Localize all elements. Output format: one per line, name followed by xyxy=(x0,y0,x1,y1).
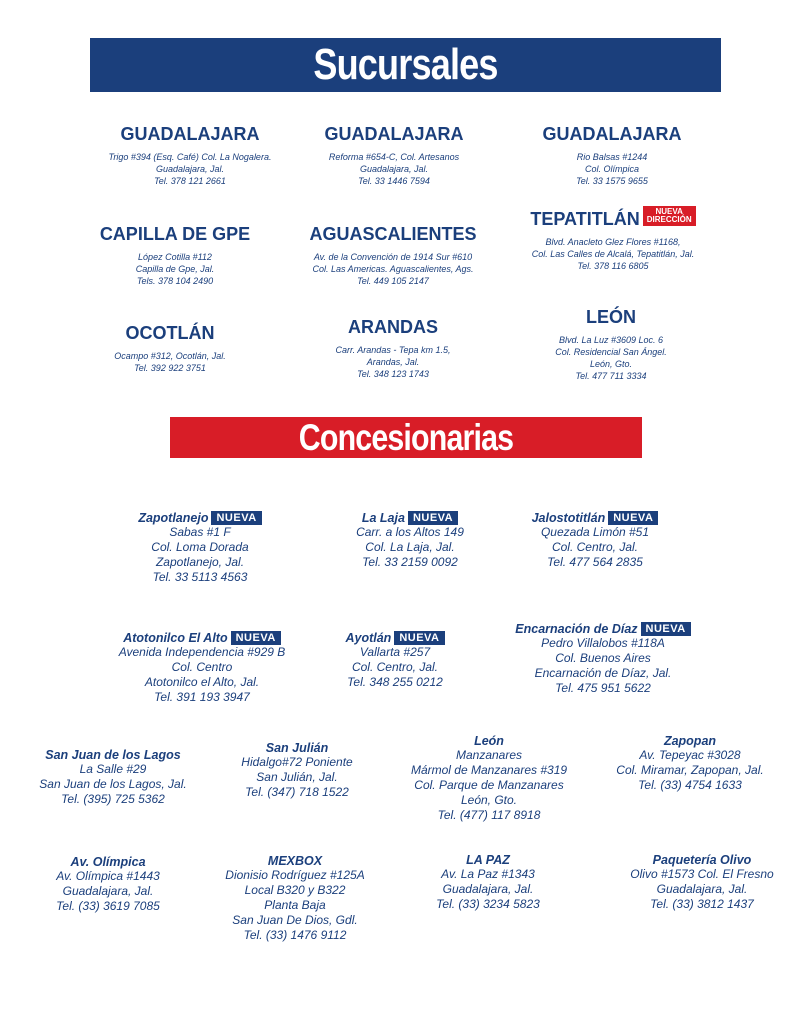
branch-city: GUADALAJARA xyxy=(120,124,260,144)
dealer-zapopan xyxy=(585,734,795,793)
dealer-city: Guadalajara, Jal. xyxy=(62,884,154,898)
branch-address: Blvd. La Luz #3609 Loc. 6 xyxy=(558,335,664,345)
dealer-colony: Col. Buenos Aires xyxy=(555,651,651,665)
dealer-san-juan-de-los-lagos xyxy=(8,748,218,807)
dealer-name: San Juan de los Lagos xyxy=(45,748,181,762)
dealer-av-olimpica xyxy=(3,855,213,914)
dealer-san-julian xyxy=(192,741,402,800)
dealer-phone: Tel. 475 951 5622 xyxy=(555,681,651,695)
dealer-name-row xyxy=(305,511,515,525)
branch-city: AGUASCALIENTES xyxy=(309,224,477,244)
branch-phone: Tel. 392 922 3751 xyxy=(134,363,206,373)
dealer-address: Pedro Villalobos #118A xyxy=(541,636,665,650)
branch-leon xyxy=(476,307,746,382)
dealer-city: San Juan de los Lagos, Jal. xyxy=(39,777,187,791)
branch-phone: Tel. 33 1446 7594 xyxy=(358,176,430,186)
dealer-address: Carr. a los Altos 149 xyxy=(356,525,464,539)
dealer-encarnacion-de-diaz xyxy=(498,622,708,696)
branch-city: OCOTLÁN xyxy=(125,323,215,343)
branch-city: GUADALAJARA xyxy=(324,124,464,144)
dealer-name-row xyxy=(95,511,305,525)
dealer-address: Avenida Independencia #929 B xyxy=(118,645,286,659)
dealer-leon xyxy=(384,734,594,823)
dealer-branch-name: Manzanares xyxy=(455,748,523,762)
dealer-city: Zapotlanejo, Jal. xyxy=(155,555,245,569)
dealer-phone: Tel. 348 255 0212 xyxy=(347,675,443,689)
branch-phone: Tel. 378 121 2661 xyxy=(154,176,226,186)
dealer-address: Av. Tepeyac #3028 xyxy=(639,748,741,762)
branch-address: Ocampo #312, Ocotlán, Jal. xyxy=(114,351,226,361)
dealer-name: Av. Olímpica xyxy=(70,855,146,869)
sucursales-banner xyxy=(90,38,721,92)
dealer-name: Ayotlán xyxy=(345,631,392,645)
concesionarias-title: Concesionarias xyxy=(298,417,514,458)
dealer-phone: Tel. (33) 3619 7085 xyxy=(56,899,160,913)
dealer-city: San Julián, Jal. xyxy=(256,770,338,784)
dealer-city: San Juan De Dios, Gdl. xyxy=(232,913,358,927)
dealer-address: Quezada Limón #51 xyxy=(540,525,650,539)
branch-guadalajara-3 xyxy=(477,124,747,187)
branch-city-row xyxy=(478,206,748,230)
branch-city-state: Guadalajara, Jal. xyxy=(155,164,225,174)
concesionarias-banner xyxy=(170,417,642,458)
branch-phone: Tels. 378 104 2490 xyxy=(136,276,214,286)
dealer-local: Local B320 y B322 xyxy=(244,883,346,897)
dealer-address: Av. La Paz #1343 xyxy=(441,867,535,881)
dealer-name: San Julián xyxy=(265,741,329,755)
branch-phone: Tel. 378 116 6805 xyxy=(577,261,649,271)
dealer-phone: Tel. 33 5113 4563 xyxy=(152,570,248,584)
dealer-address: Mármol de Manzanares #319 xyxy=(410,763,568,777)
dealer-address: Av. Olímpica #1443 xyxy=(56,869,160,883)
branch-city-state: León, Gto. xyxy=(589,359,633,369)
branch-city: TEPATITLÁN xyxy=(530,209,640,229)
branch-colony: Col. Residencial San Ángel. xyxy=(555,347,667,357)
new-badge: NUEVA xyxy=(408,511,458,525)
dealer-floor: Planta Baja xyxy=(264,898,326,912)
dealer-la-paz xyxy=(383,853,593,912)
branch-city-state: Arandas, Jal. xyxy=(366,357,420,367)
dealer-address: Hidalgo#72 Poniente xyxy=(241,755,353,769)
branch-phone: Tel. 33 1575 9655 xyxy=(576,176,648,186)
dealer-colony: Col. Centro, Jal. xyxy=(551,540,639,554)
dealer-address: Sabas #1 F xyxy=(169,525,231,539)
branch-colony: Col. Las Calles de Alcalá, Tepatitlán, Jal. xyxy=(531,249,695,259)
dealer-colony: Col. Parque de Manzanares xyxy=(414,778,564,792)
new-badge: NUEVA xyxy=(641,622,691,636)
branch-phone: Tel. 477 711 3334 xyxy=(575,371,647,381)
branch-city-state: Capilla de Gpe, Jal. xyxy=(135,264,215,274)
new-badge: NUEVA xyxy=(211,511,261,525)
branch-phone: Tel. 449 105 2147 xyxy=(357,276,429,286)
dealer-name: Zapotlanejo xyxy=(138,511,209,525)
sucursales-title: Sucursales xyxy=(313,40,498,89)
dealer-name: Paquetería Olivo xyxy=(652,853,752,867)
branch-address: Blvd. Anacleto Glez Flores #1168, xyxy=(545,237,681,247)
dealer-city: Atotonilco el Alto, Jal. xyxy=(144,675,260,689)
dealer-jalostotitlan xyxy=(490,511,700,570)
branch-city: GUADALAJARA xyxy=(542,124,682,144)
branch-colony: Col. Olímpica xyxy=(584,164,639,174)
dealer-phone: Tel. 391 193 3947 xyxy=(154,690,250,704)
dealer-phone: Tel. (395) 725 5362 xyxy=(61,792,165,806)
dealer-mexbox xyxy=(190,854,400,943)
dealer-name: Jalostotitlán xyxy=(531,511,606,525)
branch-address: Av. de la Convención de 1914 Sur #610 xyxy=(313,252,473,262)
dealer-phone: Tel. (33) 1476 9112 xyxy=(243,928,347,942)
dealer-name: La Laja xyxy=(361,511,405,525)
new-badge: NUEVA xyxy=(231,631,281,645)
dealer-colony: Col. La Laja, Jal. xyxy=(365,540,455,554)
dealer-name: MEXBOX xyxy=(267,854,323,868)
branch-city-state: Guadalajara, Jal. xyxy=(359,164,429,174)
dealer-name-row xyxy=(498,622,708,636)
dealer-address: Olivo #1573 Col. El Fresno xyxy=(630,867,774,881)
dealer-colony: Col. Loma Dorada xyxy=(151,540,249,554)
branch-city: ARANDAS xyxy=(348,317,438,337)
branch-address: Reforma #654-C, Col. Artesanos xyxy=(328,152,460,162)
dealer-name: LA PAZ xyxy=(466,853,510,867)
dealer-phone: Tel. (477) 117 8918 xyxy=(437,808,541,822)
dealer-ayotlan xyxy=(290,631,500,690)
dealer-name: Zapopan xyxy=(663,734,717,748)
dealer-phone: Tel. 33 2159 0092 xyxy=(362,555,458,569)
dealer-address: La Salle #29 xyxy=(79,762,147,776)
dealer-name: Encarnación de Díaz xyxy=(515,622,638,636)
dealer-zapotlanejo xyxy=(95,511,305,585)
branch-address: Carr. Arandas - Tepa km 1.5, xyxy=(335,345,451,355)
new-badge: NUEVA xyxy=(608,511,658,525)
branch-phone: Tel. 348 123 1743 xyxy=(357,369,429,379)
new-badge: NUEVA xyxy=(394,631,444,645)
branch-address: Trigo #394 (Esq. Café) Col. La Nogalera. xyxy=(108,152,272,162)
dealer-city: Guadalajara, Jal. xyxy=(442,882,534,896)
dealer-name-row xyxy=(97,631,307,645)
dealer-colony: Col. Centro xyxy=(171,660,233,674)
dealer-name: Atotonilco El Alto xyxy=(123,631,228,645)
dealer-phone: Tel. 477 564 2835 xyxy=(547,555,643,569)
dealer-city: León, Gto. xyxy=(460,793,518,807)
branch-city: LEÓN xyxy=(585,307,636,327)
dealer-phone: Tel. (33) 4754 1633 xyxy=(638,778,742,792)
new-address-badge: NUEVA DIRECCIÓN xyxy=(643,206,696,226)
dealer-address: Dionisio Rodríguez #125A xyxy=(225,868,365,882)
dealer-paqueteria-olivo xyxy=(597,853,807,912)
branch-tepatitlan xyxy=(478,206,748,272)
dealer-la-laja xyxy=(305,511,515,570)
dealer-address: Vallarta #257 xyxy=(359,645,431,659)
dealer-phone: Tel. (33) 3812 1437 xyxy=(650,897,754,911)
dealer-colony: Col. Miramar, Zapopan, Jal. xyxy=(616,763,764,777)
dealer-name: León xyxy=(474,734,504,748)
dealer-city: Guadalajara, Jal. xyxy=(656,882,748,896)
dealer-name-row xyxy=(290,631,500,645)
branch-city: CAPILLA DE GPE xyxy=(99,224,251,244)
dealer-phone: Tel. (33) 3234 5823 xyxy=(436,897,540,911)
dealer-city: Encarnación de Díaz, Jal. xyxy=(534,666,672,680)
dealer-colony: Col. Centro, Jal. xyxy=(351,660,439,674)
branch-address: Rio Balsas #1244 xyxy=(576,152,648,162)
dealer-atotonilco xyxy=(97,631,307,705)
branch-address: López Cotilla #112 xyxy=(138,252,212,262)
dealer-phone: Tel. (347) 718 1522 xyxy=(245,785,349,799)
branch-colony: Col. Las Americas. Aguascalientes, Ags. xyxy=(312,264,474,274)
dealer-name-row xyxy=(490,511,700,525)
